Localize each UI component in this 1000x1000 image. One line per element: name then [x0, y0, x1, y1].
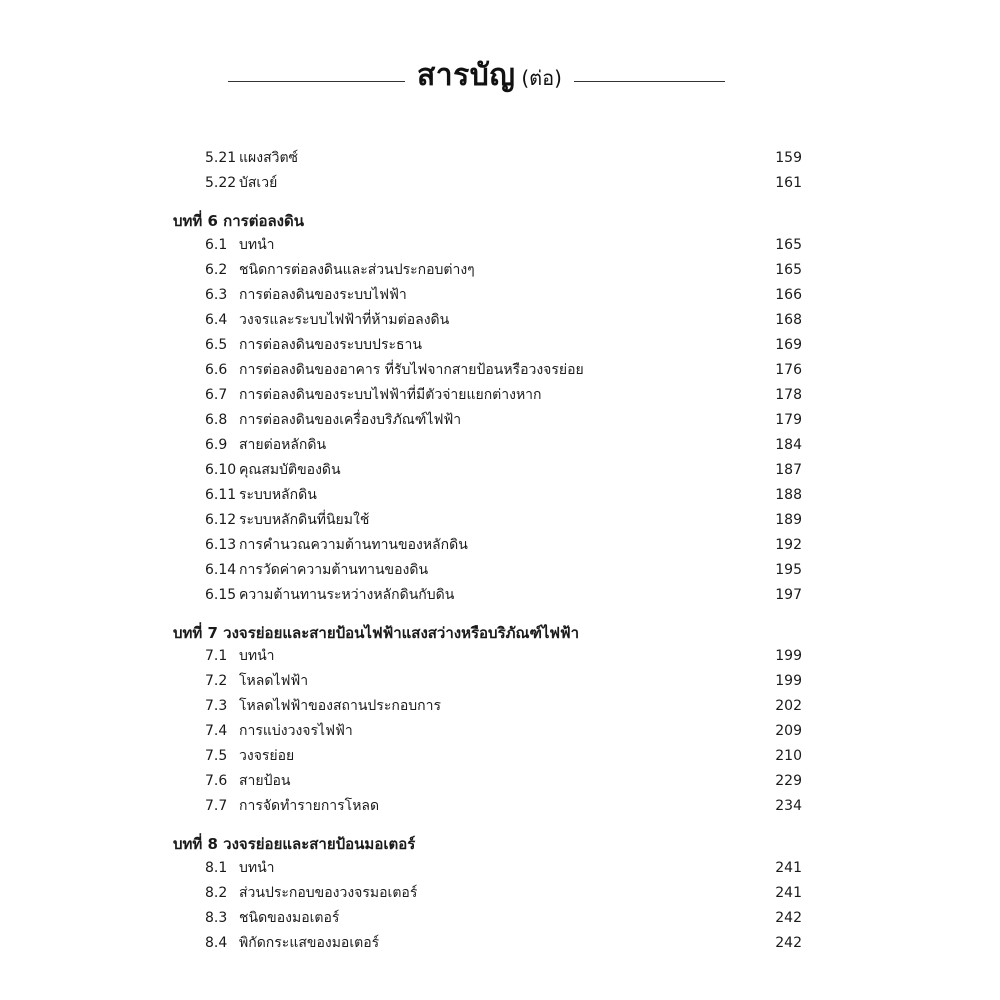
page-title	[405, 52, 574, 93]
entry-number: 6.11	[205, 487, 237, 503]
entry-page-number: 165	[775, 262, 802, 278]
toc-entry[interactable]	[0, 931, 1000, 955]
entry-number: 6.7	[205, 387, 228, 403]
entry-title: การคำนวณความต้านทานของหลักดิน	[239, 537, 468, 553]
entry-title: การต่อลงดินของอาคาร ที่รับไฟจากสายป้อนหรือวงจรย่อย	[239, 362, 584, 378]
chapter-heading: บทที่ 8 วงจรย่อยและสายป้อนมอเตอร์	[173, 835, 416, 853]
page-header	[0, 52, 1000, 92]
toc-entry[interactable]	[0, 283, 1000, 307]
entry-number: 7.3	[205, 698, 228, 714]
title-subtitle: (ต่อ)	[521, 66, 562, 90]
entry-title: ส่วนประกอบของวงจรมอเตอร์	[239, 885, 418, 901]
entry-number: 6.3	[205, 287, 228, 303]
entry-page-number: 241	[775, 885, 802, 901]
entry-title: สายต่อหลักดิน	[239, 437, 327, 453]
entry-number: 8.4	[205, 935, 228, 951]
entry-title: บทนำ	[239, 860, 275, 876]
entry-page-number: 202	[775, 698, 802, 714]
toc-entry[interactable]	[0, 694, 1000, 718]
entry-title: ชนิดของมอเตอร์	[239, 910, 340, 926]
entry-number: 7.1	[205, 648, 228, 664]
entry-title: แผงสวิตซ์	[239, 150, 299, 166]
entry-page-number: 242	[775, 935, 802, 951]
entry-number: 6.1	[205, 237, 228, 253]
entry-title: พิกัดกระแสของมอเตอร์	[239, 935, 380, 951]
entry-title: ชนิดการต่อลงดินและส่วนประกอบต่างๆ	[239, 262, 475, 278]
toc-entry[interactable]	[0, 258, 1000, 282]
entry-title: คุณสมบัติของดิน	[239, 462, 341, 478]
toc-entry[interactable]	[0, 583, 1000, 607]
entry-page-number: 188	[775, 487, 802, 503]
entry-title: การต่อลงดินของระบบไฟฟ้าที่มีตัวจ่ายแยกต่างหาก	[239, 387, 542, 403]
entry-page-number: 161	[775, 175, 802, 191]
entry-page-number: 179	[775, 412, 802, 428]
toc-entry[interactable]	[0, 856, 1000, 880]
toc-entry[interactable]	[0, 906, 1000, 930]
entry-page-number: 229	[775, 773, 802, 789]
toc-entry[interactable]	[0, 408, 1000, 432]
entry-page-number: 209	[775, 723, 802, 739]
entry-title: ความต้านทานระหว่างหลักดินกับดิน	[239, 587, 455, 603]
entry-title: บทนำ	[239, 648, 275, 664]
entry-page-number: 192	[775, 537, 802, 553]
entry-title: ระบบหลักดินที่นิยมใช้	[239, 512, 370, 528]
toc-entry[interactable]	[0, 719, 1000, 743]
toc-entry[interactable]	[0, 171, 1000, 195]
entry-title: การแบ่งวงจรไฟฟ้า	[239, 723, 353, 739]
entry-number: 6.5	[205, 337, 228, 353]
entry-number: 6.10	[205, 462, 237, 478]
toc-entry[interactable]	[0, 433, 1000, 457]
entry-number: 6.6	[205, 362, 228, 378]
title-text: สารบัญ	[417, 58, 516, 93]
toc-entry[interactable]	[0, 644, 1000, 668]
entry-page-number: 166	[775, 287, 802, 303]
chapter-heading: บทที่ 7 วงจรย่อยและสายป้อนไฟฟ้าแสงสว่างหรือบริภัณฑ์ไฟฟ้า	[173, 624, 580, 642]
entry-number: 8.3	[205, 910, 228, 926]
entry-number: 7.5	[205, 748, 228, 764]
toc-entry[interactable]	[0, 458, 1000, 482]
toc-entry[interactable]	[0, 558, 1000, 582]
toc-entry[interactable]	[0, 744, 1000, 768]
entry-number: 8.2	[205, 885, 228, 901]
toc-entry[interactable]	[0, 483, 1000, 507]
entry-page-number: 176	[775, 362, 802, 378]
entry-title: โหลดไฟฟ้าของสถานประกอบการ	[239, 698, 441, 714]
entry-number: 7.4	[205, 723, 228, 739]
entry-page-number: 159	[775, 150, 802, 166]
toc-entry[interactable]	[0, 769, 1000, 793]
entry-number: 5.21	[205, 150, 237, 166]
entry-number: 6.13	[205, 537, 237, 553]
entry-number: 7.2	[205, 673, 228, 689]
entry-number: 6.2	[205, 262, 228, 278]
toc-entry[interactable]	[0, 794, 1000, 818]
entry-page-number: 234	[775, 798, 802, 814]
entry-page-number: 168	[775, 312, 802, 328]
entry-number: 7.6	[205, 773, 228, 789]
toc-entry[interactable]	[0, 233, 1000, 257]
toc-entry[interactable]	[0, 881, 1000, 905]
entry-title: การต่อลงดินของระบบไฟฟ้า	[239, 287, 407, 303]
entry-title: การจัดทำรายการโหลด	[239, 798, 380, 814]
entry-page-number: 195	[775, 562, 802, 578]
entry-number: 6.12	[205, 512, 237, 528]
entry-title: การต่อลงดินของเครื่องบริภัณฑ์ไฟฟ้า	[239, 412, 462, 428]
entry-title: สายป้อน	[239, 773, 291, 789]
entry-title: บทนำ	[239, 237, 275, 253]
entry-page-number: 184	[775, 437, 802, 453]
entry-page-number: 199	[775, 673, 802, 689]
toc-entry[interactable]	[0, 358, 1000, 382]
entry-title: วงจรย่อย	[239, 748, 295, 764]
entry-number: 6.15	[205, 587, 237, 603]
toc-entry[interactable]	[0, 533, 1000, 557]
entry-title: บัสเวย์	[239, 175, 278, 191]
entry-page-number: 197	[775, 587, 802, 603]
toc-entry[interactable]	[0, 308, 1000, 332]
entry-number: 6.14	[205, 562, 237, 578]
chapter-heading: บทที่ 6 การต่อลงดิน	[173, 212, 305, 230]
toc-entry[interactable]	[0, 669, 1000, 693]
entry-number: 5.22	[205, 175, 237, 191]
entry-title: ระบบหลักดิน	[239, 487, 317, 503]
entry-page-number: 169	[775, 337, 802, 353]
entry-page-number: 199	[775, 648, 802, 664]
toc-entry[interactable]	[0, 333, 1000, 357]
toc-entry[interactable]	[0, 146, 1000, 170]
entry-number: 8.1	[205, 860, 228, 876]
toc-entry[interactable]	[0, 383, 1000, 407]
entry-number: 6.4	[205, 312, 228, 328]
entry-page-number: 165	[775, 237, 802, 253]
entry-page-number: 187	[775, 462, 802, 478]
entry-number: 7.7	[205, 798, 228, 814]
entry-title: การต่อลงดินของระบบประธาน	[239, 337, 422, 353]
entry-page-number: 189	[775, 512, 802, 528]
entry-page-number: 242	[775, 910, 802, 926]
entry-title: การวัดค่าความต้านทานของดิน	[239, 562, 429, 578]
entry-number: 6.9	[205, 437, 228, 453]
entry-title: วงจรและระบบไฟฟ้าที่ห้ามต่อลงดิน	[239, 312, 450, 328]
entry-title: โหลดไฟฟ้า	[239, 673, 309, 689]
entry-page-number: 210	[775, 748, 802, 764]
toc-entry[interactable]	[0, 508, 1000, 532]
entry-number: 6.8	[205, 412, 228, 428]
entry-page-number: 178	[775, 387, 802, 403]
entry-page-number: 241	[775, 860, 802, 876]
